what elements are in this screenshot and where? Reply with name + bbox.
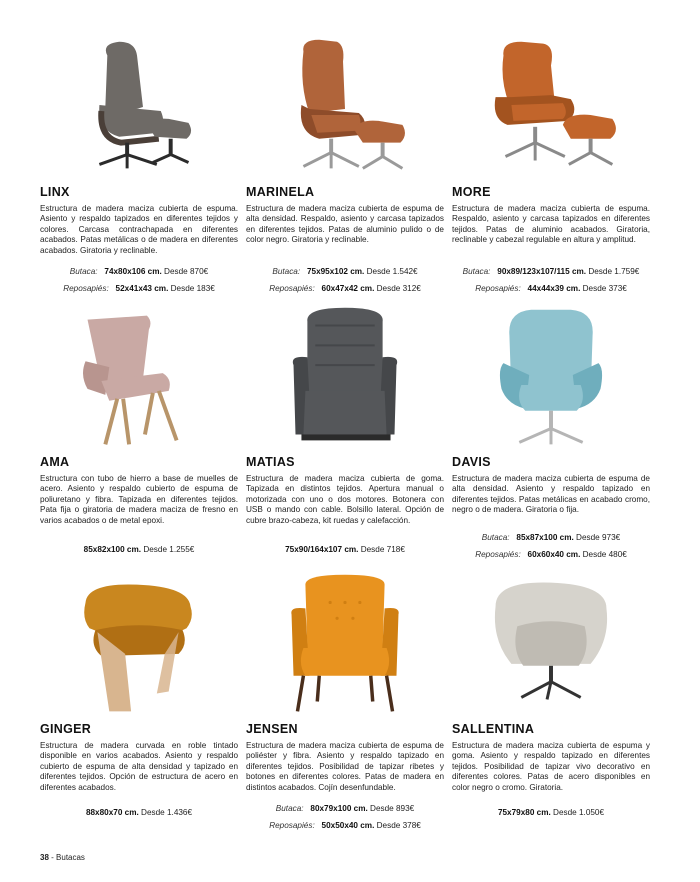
spec-dimensions: 60x60x40 cm. [527,550,581,559]
spec-price: Desde 183€ [170,284,215,293]
product-spec-line [40,267,238,276]
product-spec-line [40,545,238,554]
spec-price: Desde 378€ [376,821,421,830]
spec-label: Reposapiés: [269,284,315,293]
product-name: GINGER [40,722,92,736]
product-image-ama [40,305,238,455]
spec-dimensions: 44x44x39 cm. [527,284,581,293]
spec-label: Butaca: [272,267,301,276]
spec-dimensions: 75x79x80 cm. [497,808,551,817]
product-spec-line [452,808,650,817]
spec-label: Reposapiés: [475,550,521,559]
page-footer [40,853,85,862]
spec-price: Desde 870€ [164,267,209,276]
product-description: Estructura de madera maciza cubierta de espuma y goma. Asiento y respaldo tapizado en diferentes tejidos. Posibilidad de tapizar vivo decorativo en diferentes colores. Patas de acero disponibles en color negro o cromo. Giratoria. [452,741,650,792]
spec-dimensions: 85x82x100 cm. [83,545,142,554]
spec-price: Desde 1.255€ [143,545,195,554]
product-name: AMA [40,455,70,469]
product-image-more [452,35,650,185]
spec-dimensions: 52x41x43 cm. [115,284,169,293]
product-image-linx [40,35,238,185]
spec-price: Desde 1.436€ [141,808,193,817]
product-image-ginger [40,572,238,722]
product-image-marinela [246,35,444,185]
product-name: MARINELA [246,185,315,199]
product-spec-line [246,804,444,813]
spec-label: Butaca: [481,533,510,542]
spec-label: Reposapiés: [63,284,109,293]
spec-label: Reposapiés: [475,284,521,293]
product-spec-line [246,821,444,830]
product-name: JENSEN [246,722,298,736]
spec-label: Butaca: [275,804,304,813]
product-spec-line [246,545,444,554]
spec-price: Desde 1.050€ [553,808,605,817]
product-image-jensen [246,572,444,722]
product-spec-line [452,533,650,542]
product-description: Estructura de madera curvada en roble tintado disponible en varios acabados. Asiento y respaldo cubierto de espuma de alta densidad y tapizado en diferentes tejidos. Opción de estructura de acero en diferentes acabados. [40,741,238,792]
spec-dimensions: 80x79x100 cm. [310,804,368,813]
spec-price: Desde 1.759€ [588,267,640,276]
spec-dimensions: 74x80x106 cm. [104,267,162,276]
product-image-sallentina [452,572,650,722]
product-spec-line [246,284,444,293]
product-name: MATIAS [246,455,295,469]
product-spec-line [452,550,650,559]
product-name: LINX [40,185,70,199]
product-description: Estructura de madera maciza cubierta de espuma. Asiento y respaldo tapizados en diferentes tejidos y colores. Carcasa contrachapada en diferentes acabados. Patas metálicas o de madera en diferentes acabados. Giratoria y reclinable. [40,204,238,255]
product-image-davis [452,305,650,455]
spec-dimensions: 85x87x100 cm. [516,533,574,542]
spec-label: Reposapiés: [269,821,315,830]
product-description: Estructura de madera maciza cubierta de goma. Tapizada en distintos tejidos. Apertura manual o motorizada con uno o dos motores. Botonera con USB o mando con cable. Bolsillo lateral. Opción de cubre brazo-cabeza, kit ruedas y calefacción. [246,474,444,525]
spec-price: Desde 1.542€ [366,267,418,276]
product-spec-line [40,808,238,817]
spec-dimensions: 75x90/164x107 cm. [285,545,359,554]
spec-dimensions: 50x50x40 cm. [321,821,375,830]
product-description: Estructura de madera maciza cubierta de espuma de alta densidad. Asiento y respaldo tapizado en diferentes tejidos. Patas metálicas en acabado cromo, negro o de madera. Giratoria o fija. [452,474,650,515]
spec-price: Desde 893€ [370,804,415,813]
product-description: Estructura de madera maciza cubierta de espuma. Respaldo, asiento y carcasa tapizados en diferentes tejidos. Patas de aluminio acabados. Giratoria, reclinable y cabezal regulable en altura y amplitud. [452,204,650,245]
product-spec-line [246,267,444,276]
spec-price: Desde 718€ [360,545,405,554]
product-description: Estructura de madera maciza cubierta de espuma de alta densidad. Respaldo, asiento y carcasa tapizados en diferentes tejidos. Patas de aluminio pulido o de color negro. Giratoria y reclinable. [246,204,444,245]
product-name: MORE [452,185,491,199]
product-spec-line [452,267,650,276]
spec-dimensions: 60x47x42 cm. [321,284,375,293]
product-name: SALLENTINA [452,722,535,736]
spec-dimensions: 75x95x102 cm. [306,267,365,276]
section-name: - Butacas [51,853,85,862]
product-description: Estructura con tubo de hierro a base de muelles de acero. Asiento y respaldo cubierto de espuma de poliuretano y fibra. Tapizada en diferentes tejidos. Pata fija o giratoria de madera maciza de fresno en varios acabados o de metal epoxi. [40,474,238,525]
product-description: Estructura de madera maciza cubierta de espuma de poliéster y fibra. Asiento y respaldo tapizado en diferentes tejidos. Posibilidad de tapizar ribetes y botones en diferentes colores. Patas de madera en distintos acabados. Cojín desenfundable. [246,741,444,792]
spec-dimensions: 88x80x70 cm. [85,808,139,817]
spec-price: Desde 973€ [576,533,621,542]
spec-price: Desde 312€ [376,284,421,293]
spec-price: Desde 373€ [582,284,627,293]
spec-dimensions: 90x89/123x107/115 cm. [497,267,587,276]
spec-label: Butaca: [462,267,491,276]
spec-label: Butaca: [69,267,98,276]
product-image-matias [246,305,444,455]
page-number: 38 [40,853,49,862]
spec-price: Desde 480€ [582,550,627,559]
product-spec-line [452,284,650,293]
product-spec-line [40,284,238,293]
product-name: DAVIS [452,455,491,469]
